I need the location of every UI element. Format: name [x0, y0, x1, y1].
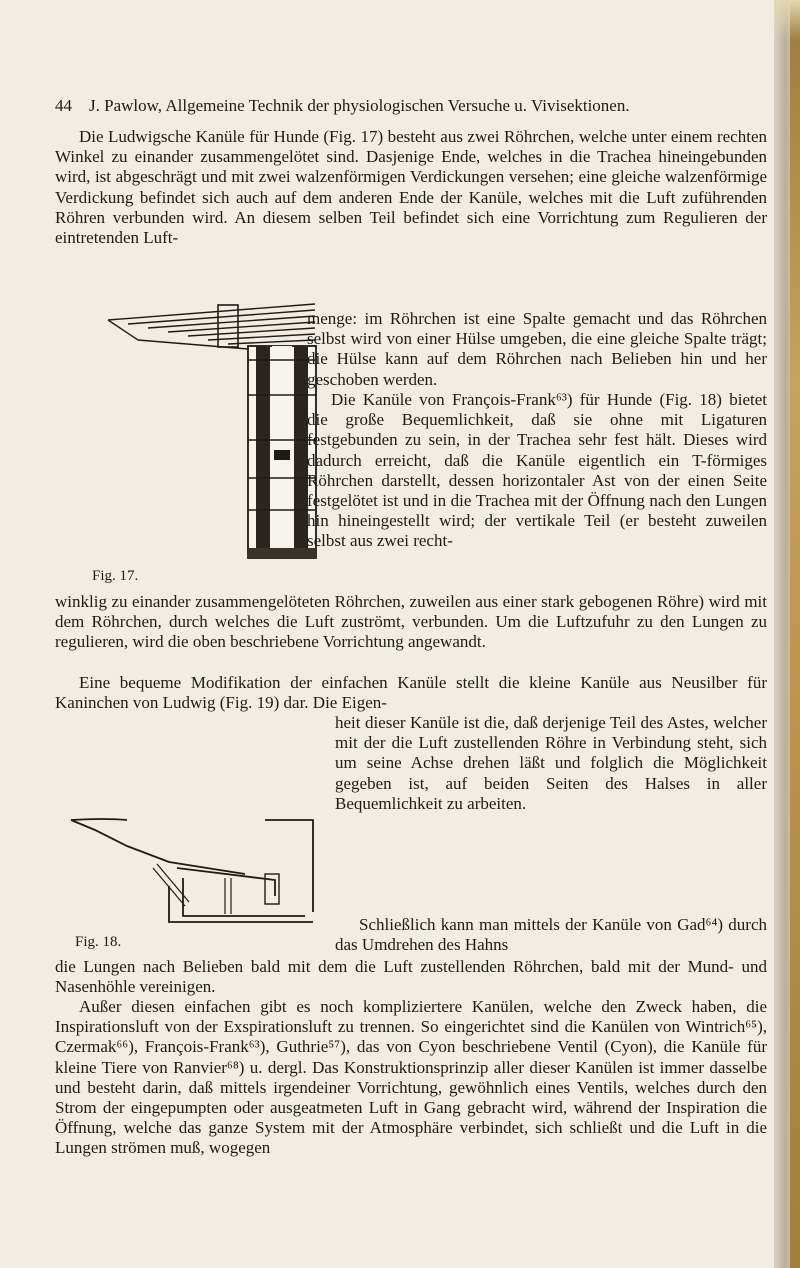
- running-header: [55, 96, 760, 120]
- gilt-edge-highlight: [774, 0, 800, 40]
- figure-18-caption: Fig. 18.: [75, 934, 122, 950]
- paragraph-regulator: menge: im Röhrchen ist eine Spalte gemacht und das Röhrchen selbst wird von einer Hülse umgeben, die eine gleiche Spalte trägt; die Hülse kann auf dem Röhrchen nach Belieben hin und her geschoben werden.: [307, 309, 767, 389]
- running-title: J. Pawlow, Allgemeine Technik der physiologischen Versuche u. Vivisektionen.: [89, 96, 630, 115]
- paragraph-francois-frank: Die Kanüle von François-Frank⁶³) für Hunde (Fig. 18) bietet die große Bequemlichkeit, daß sie ohne mit Ligaturen festgebunden zu sein, in der Trachea sehr fest hält. Dieses wird dadurch erreicht, daß die Kanüle eigentlich ein T-förmiges Röhrchen darstellt, dessen horizontaler Ast von der einen Seite festgelötet ist und in die Trachea mit der Öffnung nach den Lungen hin hineingestellt wird; der vertikale Teil (er besteht zuweilen selbst aus zwei recht-: [307, 390, 767, 551]
- trachea-edge-top: [71, 819, 127, 820]
- figure-18-francois-frank-cannula: [65, 818, 315, 930]
- paragraph-ludwig-kanuele: Die Ludwigsche Kanüle für Hunde (Fig. 17) besteht aus zwei Röhrchen, welche unter einem rechten Winkel zu einander zusammengelötet sind. Dasjenige Ende, welches in die Trachea hineingebunden wird, ist abgeschrägt und mit zwei walzenförmigen Verdickungen versehen; eine gleiche walzenförmige Verdickung befindet sich auch auf dem anderen Ende der Kanüle, welches mit die Luft zuführenden Röhren verbunden wird. An diesem selben Teil befindet sich eine Vorrichtung zum Regulieren der eintretenden Luft-: [55, 127, 767, 248]
- cannula-vertical-arm: [248, 346, 316, 558]
- page-number: 44: [55, 96, 72, 115]
- paragraph-gad-cont: die Lungen nach Belieben bald mit dem die Luft zustellenden Röhrchen, bald mit der Mund- und Nasenhöhle vereinigen.: [55, 957, 767, 997]
- paragraph-komplizierte-kanuelen: Außer diesen einfachen gibt es noch kompliziertere Kanülen, welche den Zweck haben, die Inspirationsluft von der Exspirationsluft zu trennen. So eingerichtet sind die Kanülen von Wintrich⁶⁵), Czermak⁶⁶), François-Frank⁶³), Guthrie⁵⁷), das von Cyon beschriebene Ventil (Cyon), die Kanüle für kleine Tiere von Ranvier⁶⁸) u. dergl. Das Konstruktionsprinzip aller dieser Kanülen ist immer dasselbe und besteht darin, daß mittels irgendeiner Vorrichtung, gewöhnlich eines Ventils, welches durch den Strom der eingepumpten oder ausgeatmeten Luft in Gang gebracht wird, während der Inspiration die Öffnung, welche das ganze System mit der Atmosphäre verbindet, sich schließt und die Luft in die Lungen strömen muß, wogegen: [55, 997, 767, 1158]
- paragraph-ludwig-kaninchen-cont: heit dieser Kanüle ist die, daß derjenige Teil des Astes, welcher mit der die Luft zustellenden Röhre in Verbindung steht, sich um seine Achse drehen läßt und folglich die Möglichkeit gegeben ist, auf beiden Seiten des Halses in aller Bequemlichkeit zu arbeiten.: [335, 713, 767, 813]
- cannula-right-branch: [265, 820, 313, 912]
- paragraph-ludwig-kaninchen: Eine bequeme Modifikation der einfachen Kanüle stellt die kleine Kanüle aus Neusilber für Kaninchen von Ludwig (Fig. 19) dar. Die Eigen-: [55, 673, 767, 713]
- gilt-edge: [790, 0, 800, 1268]
- figure-17-caption: Fig. 17.: [92, 568, 139, 584]
- paragraph-gad: Schließlich kann man mittels der Kanüle von Gad⁶⁴) durch das Umdrehen des Hahns: [335, 915, 767, 955]
- figure-17-ludwig-cannula: [68, 300, 320, 564]
- paragraph-francois-frank-cont: winklig zu einander zusammengelöteten Röhrchen, zuweilen aus einer stark gebogenen Röhre) wird mit dem Röhrchen, durch welches die Luft zuströmt, verbunden. Um die Luftzufuhr zu den Lungen zu regulieren, wird die oben beschriebene Vorrichtung angewandt.: [55, 592, 767, 652]
